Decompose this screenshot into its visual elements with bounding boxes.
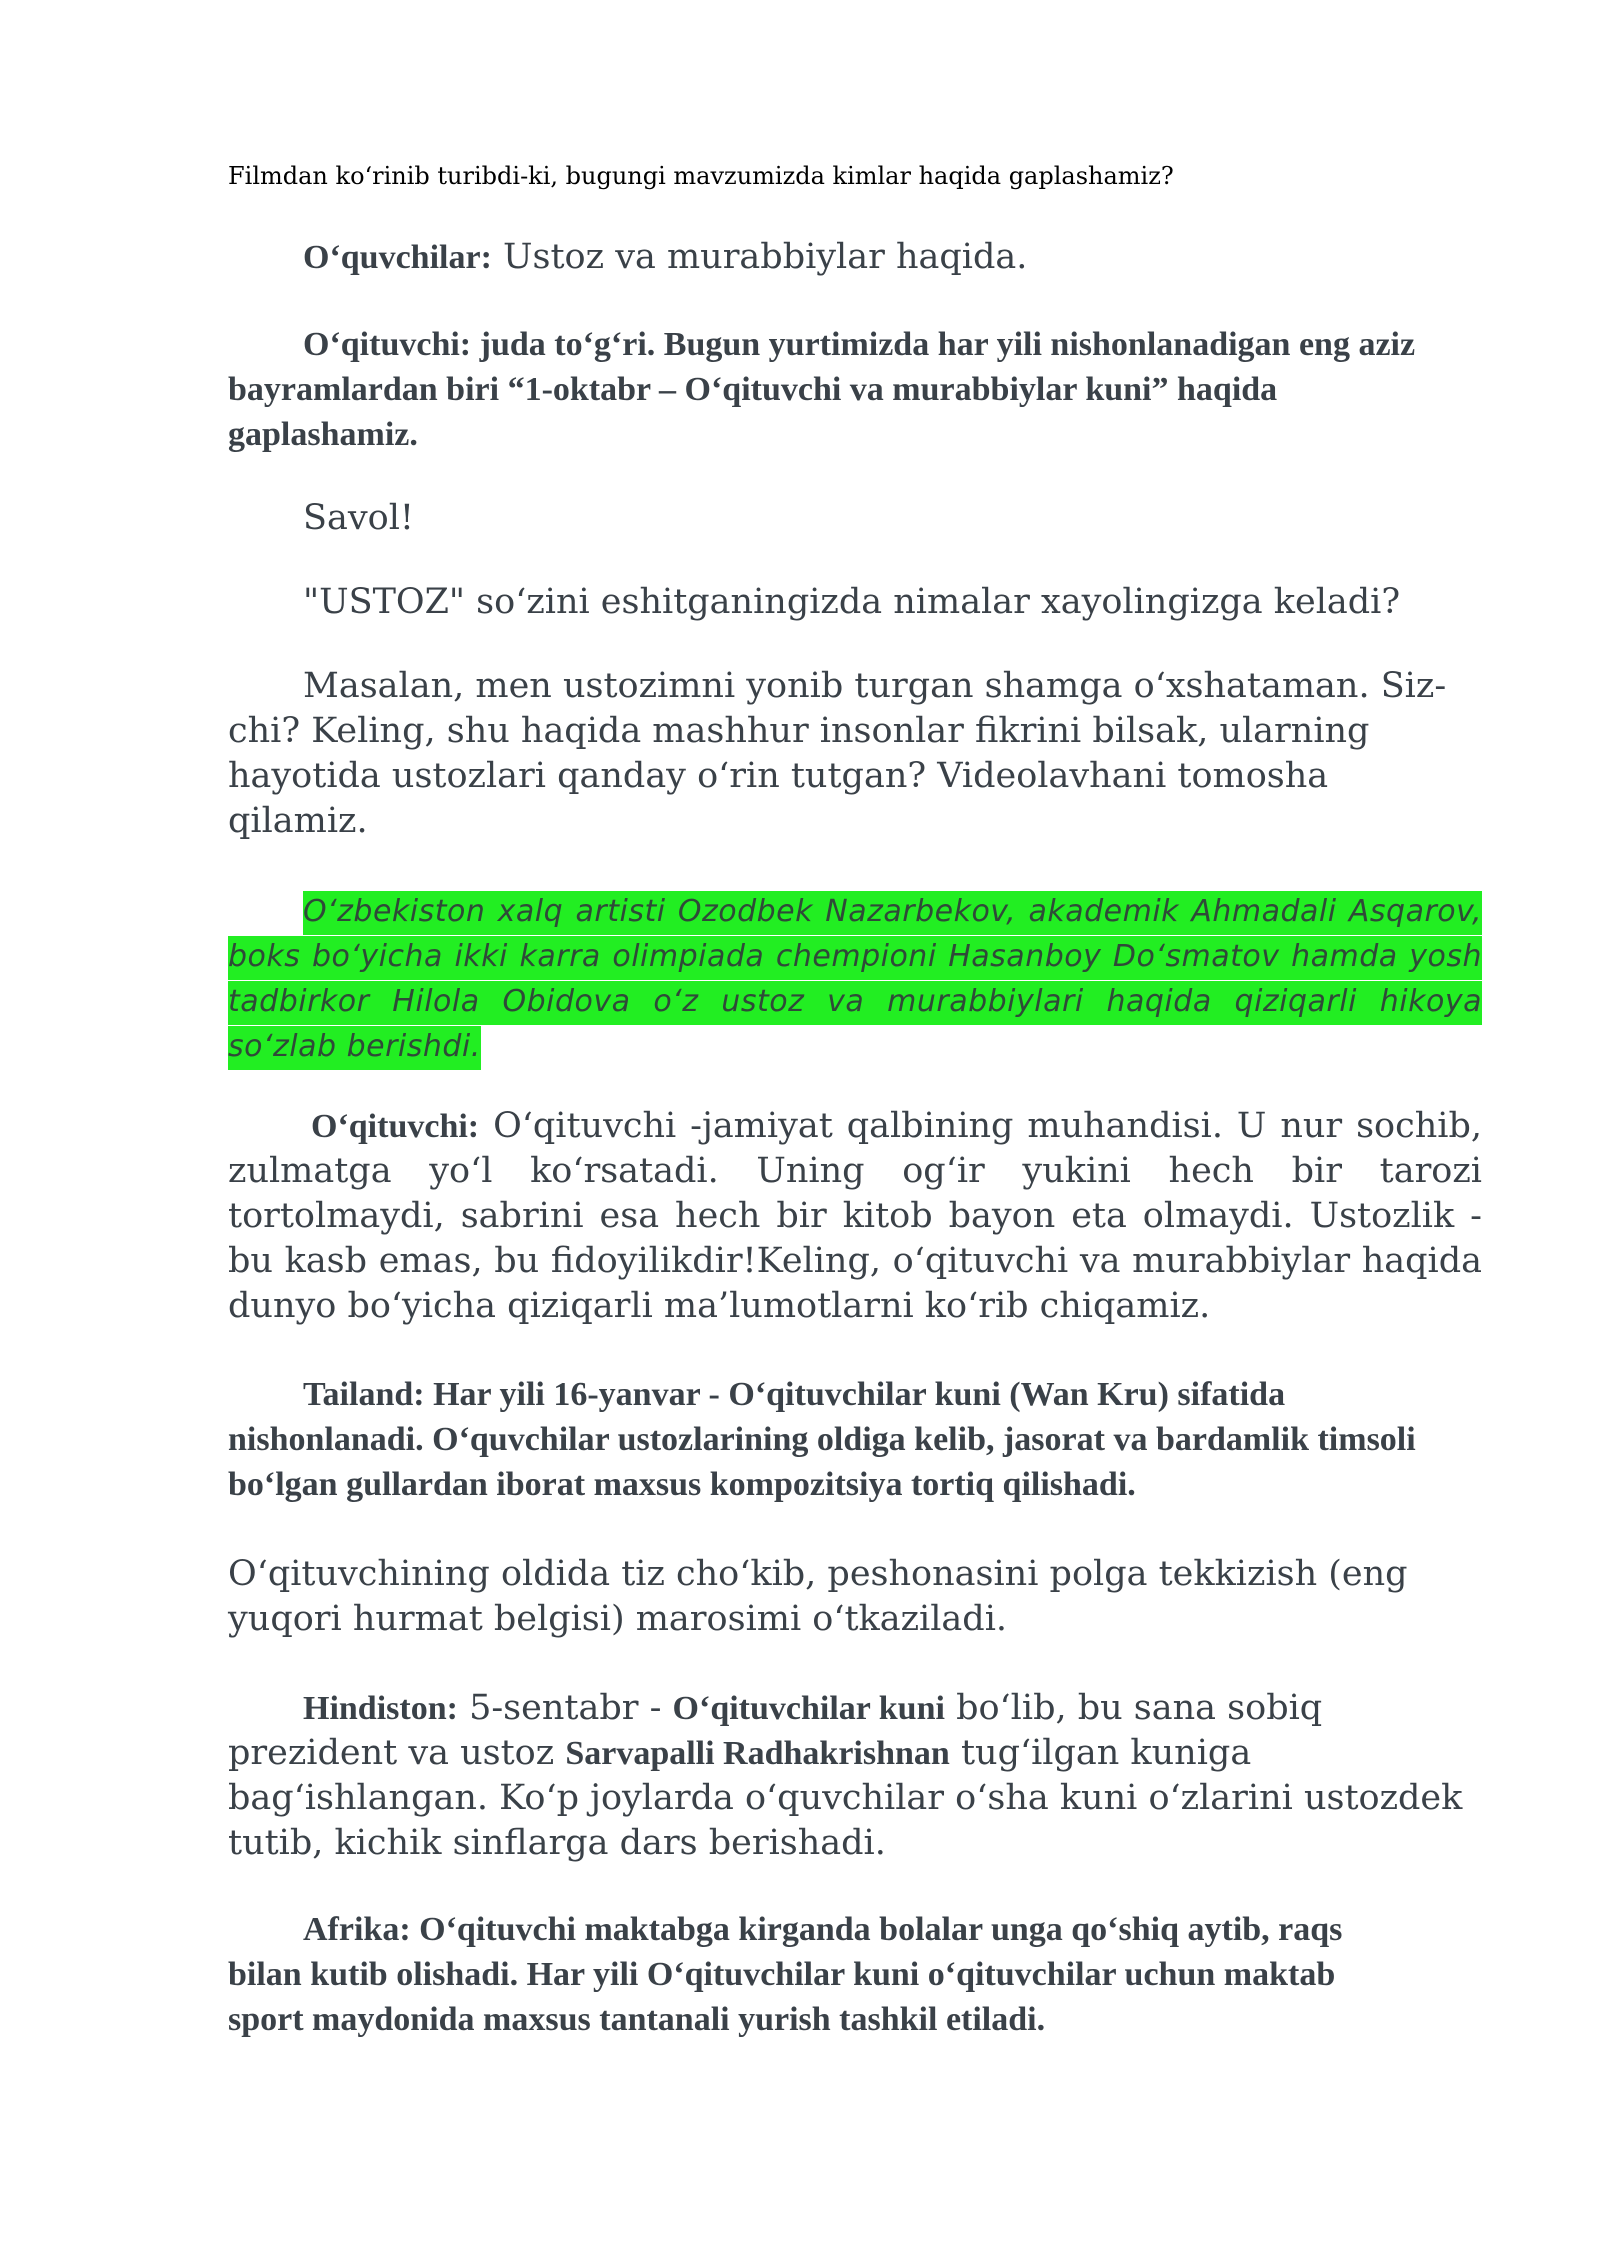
paragraph-candle-comparison: Masalan, men ustozimni yonib turgan shamga o‘xshataman. Siz-chi? Keling, shu haqida mashhur insonlar fikrini bilsak, ularning hayotida ustozlari qanday o‘rin tutgan? Videolavhani tomosha qilamiz.	[228, 666, 1447, 841]
speaker-label-students: O‘quvchilar:	[303, 239, 492, 276]
paragraph-thailand-text: O‘qituvchining oldida tiz cho‘kib, peshonasini polga tekkizish (eng yuqori hurmat belgisi) marosimi o‘tkaziladi.	[228, 1554, 1408, 1639]
teacher-engineer-text: O‘qituvchi -jamiyat qalbining muhandisi. U nur sochib, zulmatga yo‘l ko‘rsatadi. Uning og‘ir yukini hech bir tarozi tortolmaydi, sabrini esa hech bir kitob bayon eta olmaydi. Ustozlik - bu kasb emas, bu fidoyilikdir!Keling, o‘qituvchi va murabbiylar haqida dunyo bo‘yicha qiziqarli ma’lumotlarni ko‘rib chiqamiz.	[228, 1106, 1482, 1326]
paragraph-india	[228, 1686, 1468, 1866]
india-text-2: bo‘lib, bu sana sobiq prezident va ustoz	[228, 1688, 1323, 1773]
paragraph-africa: Afrika: O‘qituvchi maktabga kirganda bolalar unga qo‘shiq aytib, raqs bilan kutib olishadi. Har yili O‘qituvchilar kuni o‘qituvchilar uchun maktab sport maydonida maxsus tantanali yurish tashkil etiladi.	[228, 1911, 1343, 2038]
paragraph-ustoz-question: "USTOZ" so‘zini eshitganingizda nimalar xayolingizga keladi?	[303, 582, 1401, 622]
paragraph-thailand-bold: Tailand: Har yili 16-yanvar - O‘qituvchilar kuni (Wan Kru) sifatida nishonlanadi. O‘quvchilar ustozlarining oldiga kelib, jasorat va bardamlik timsoli bo‘lgan gullardan iborat maxsus kompozitsiya tortiq qilishadi.	[228, 1376, 1416, 1503]
paragraph-highlighted-video-note	[228, 889, 1482, 1069]
speaker-label-teacher: O‘qituvchi:	[311, 1108, 480, 1145]
paragraph-teacher-engineer	[228, 1104, 1482, 1329]
country-label-india: Hindiston:	[303, 1690, 458, 1727]
intro-question: Filmdan ko‘rinib turibdi-ki, bugungi mavzumizda kimlar haqida gaplashamiz?	[228, 162, 1174, 190]
paragraph-teacher-intro: O‘qituvchi: juda to‘g‘ri. Bugun yurtimizda har yili nishonlanadigan eng aziz bayramlardan biri “1-oktabr – O‘qituvchi va murabbiylar kuni” haqida gaplashamiz.	[228, 326, 1416, 453]
india-bold-teachers-day: O‘qituvchilar kuni	[672, 1690, 945, 1727]
paragraph-question-heading: Savol!	[303, 498, 414, 538]
students-answer-text: Ustoz va murabbiylar haqida.	[491, 237, 1028, 277]
highlighted-text: O‘zbekiston xalq artisti Ozodbek Nazarbekov, akademik Ahmadali Asqarov, boks bo‘yicha ikki karra olimpiada chempioni Hasanboy Do‘smatov hamda yosh tadbirkor Hilola Obidova o‘z ustoz va murabbiylari haqida qiziqarli hikoya so‘zlab berishdi.	[228, 891, 1482, 1070]
india-bold-radhakrishnan: Sarvapalli Radhakrishnan	[565, 1735, 950, 1772]
paragraph-students-answer	[228, 235, 1482, 280]
india-text-1: 5-sentabr -	[457, 1688, 673, 1728]
india-text-3: tug‘ilgan kuniga bag‘ishlangan. Ko‘p joylarda o‘quvchilar o‘sha kuni o‘zlarini ustozdek tutib, kichik sinflarga dars berishadi.	[228, 1733, 1463, 1863]
